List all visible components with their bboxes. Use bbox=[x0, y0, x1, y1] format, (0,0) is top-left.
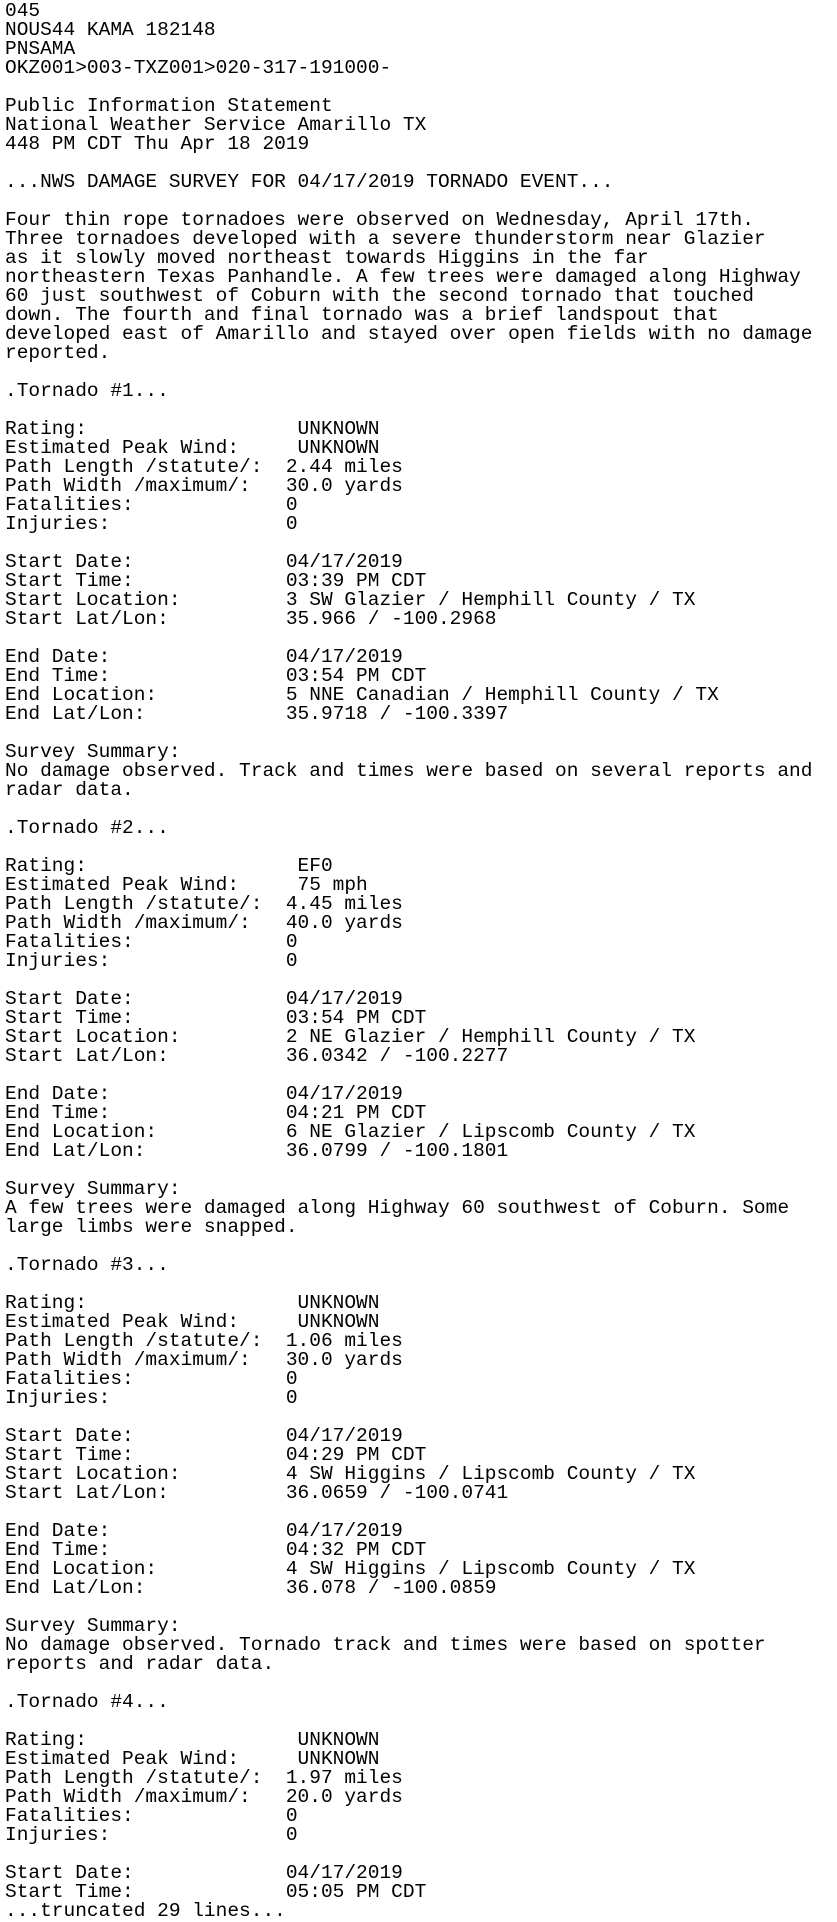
document-line: A few trees were damaged along Highway 60 southwest of Coburn. Some bbox=[5, 1197, 790, 1219]
document-line: End Time: 04:21 PM CDT bbox=[5, 1102, 427, 1124]
document-line: Start Lat/Lon: 35.966 / -100.2968 bbox=[5, 608, 497, 630]
document-line: Injuries: 0 bbox=[5, 513, 298, 535]
document-line: Injuries: 0 bbox=[5, 950, 298, 972]
document-line: 448 PM CDT Thu Apr 18 2019 bbox=[5, 133, 310, 155]
document-line: Survey Summary: bbox=[5, 741, 181, 763]
document-line: Injuries: 0 bbox=[5, 1824, 298, 1846]
document-line: End Date: 04/17/2019 bbox=[5, 646, 403, 668]
document-line: as it slowly moved northeast towards Higgins in the far bbox=[5, 247, 649, 269]
document-line: Start Location: 4 SW Higgins / Lipscomb County / TX bbox=[5, 1463, 696, 1485]
document-line: Start Time: 05:05 PM CDT bbox=[5, 1881, 427, 1903]
document-line: Survey Summary: bbox=[5, 1615, 181, 1637]
document-line: large limbs were snapped. bbox=[5, 1216, 298, 1238]
document-line: Injuries: 0 bbox=[5, 1387, 298, 1409]
document-line: 60 just southwest of Coburn with the second tornado that touched bbox=[5, 285, 754, 307]
document-line: northeastern Texas Panhandle. A few trees were damaged along Highway bbox=[5, 266, 801, 288]
document-line: 045 bbox=[5, 0, 41, 22]
document-line: Path Width /maximum/: 20.0 yards bbox=[5, 1786, 403, 1808]
document-line: ...NWS DAMAGE SURVEY FOR 04/17/2019 TORNADO EVENT... bbox=[5, 171, 614, 193]
document-line: Start Lat/Lon: 36.0342 / -100.2277 bbox=[5, 1045, 509, 1067]
document-line: .Tornado #4... bbox=[5, 1691, 169, 1713]
document-line: End Date: 04/17/2019 bbox=[5, 1083, 403, 1105]
document-line: Rating: UNKNOWN bbox=[5, 1729, 380, 1751]
document-line: Path Length /statute/: 1.97 miles bbox=[5, 1767, 403, 1789]
document-line: Fatalities: 0 bbox=[5, 1368, 298, 1390]
document-line: Start Time: 04:29 PM CDT bbox=[5, 1444, 427, 1466]
document-line: End Date: 04/17/2019 bbox=[5, 1520, 403, 1542]
document-line: Estimated Peak Wind: UNKNOWN bbox=[5, 1311, 380, 1333]
document-line: down. The fourth and final tornado was a brief landspout that bbox=[5, 304, 719, 326]
document-line: Fatalities: 0 bbox=[5, 931, 298, 953]
document-line: Path Width /maximum/: 30.0 yards bbox=[5, 475, 403, 497]
document-line: No damage observed. Tornado track and times were based on spotter bbox=[5, 1634, 766, 1656]
document-line: Path Length /statute/: 1.06 miles bbox=[5, 1330, 403, 1352]
document-line: Path Width /maximum/: 40.0 yards bbox=[5, 912, 403, 934]
document-line: Path Length /statute/: 2.44 miles bbox=[5, 456, 403, 478]
document-line: PNSAMA bbox=[5, 38, 76, 60]
document-line: NOUS44 KAMA 182148 bbox=[5, 19, 216, 41]
document-line: Fatalities: 0 bbox=[5, 1805, 298, 1827]
document-line: ...truncated 29 lines... bbox=[5, 1900, 286, 1922]
document-line: Start Time: 03:54 PM CDT bbox=[5, 1007, 427, 1029]
document-line: Start Location: 3 SW Glazier / Hemphill County / TX bbox=[5, 589, 696, 611]
document-line: Four thin rope tornadoes were observed on Wednesday, April 17th. bbox=[5, 209, 754, 231]
document-line: .Tornado #3... bbox=[5, 1254, 169, 1276]
document-line: Start Date: 04/17/2019 bbox=[5, 551, 403, 573]
document-line: End Location: 4 SW Higgins / Lipscomb County / TX bbox=[5, 1558, 696, 1580]
document-line: Rating: UNKNOWN bbox=[5, 1292, 380, 1314]
document-line: Start Date: 04/17/2019 bbox=[5, 988, 403, 1010]
document-line: End Time: 04:32 PM CDT bbox=[5, 1539, 427, 1561]
document-line: Start Location: 2 NE Glazier / Hemphill County / TX bbox=[5, 1026, 696, 1048]
document-line: End Time: 03:54 PM CDT bbox=[5, 665, 427, 687]
document-line: Estimated Peak Wind: UNKNOWN bbox=[5, 437, 380, 459]
document-line: End Lat/Lon: 35.9718 / -100.3397 bbox=[5, 703, 509, 725]
document-line: .Tornado #1... bbox=[5, 380, 169, 402]
document-line: .Tornado #2... bbox=[5, 817, 169, 839]
document-line: reports and radar data. bbox=[5, 1653, 275, 1675]
document-line: Start Lat/Lon: 36.0659 / -100.0741 bbox=[5, 1482, 509, 1504]
document-line: reported. bbox=[5, 342, 111, 364]
document-line: Estimated Peak Wind: UNKNOWN bbox=[5, 1748, 380, 1770]
document-line: Path Length /statute/: 4.45 miles bbox=[5, 893, 403, 915]
document-line: radar data. bbox=[5, 779, 134, 801]
document-line: National Weather Service Amarillo TX bbox=[5, 114, 427, 136]
document-line: Rating: EF0 bbox=[5, 855, 333, 877]
document-line: End Lat/Lon: 36.0799 / -100.1801 bbox=[5, 1140, 509, 1162]
document-line: Start Date: 04/17/2019 bbox=[5, 1425, 403, 1447]
document-line: Fatalities: 0 bbox=[5, 494, 298, 516]
document-line: Start Date: 04/17/2019 bbox=[5, 1862, 403, 1884]
document-line: End Location: 5 NNE Canadian / Hemphill County / TX bbox=[5, 684, 719, 706]
document-line: Public Information Statement bbox=[5, 95, 333, 117]
document-line: Survey Summary: bbox=[5, 1178, 181, 1200]
document-line: Path Width /maximum/: 30.0 yards bbox=[5, 1349, 403, 1371]
document-line: End Location: 6 NE Glazier / Lipscomb County / TX bbox=[5, 1121, 696, 1143]
document-line: No damage observed. Track and times were based on several reports and bbox=[5, 760, 813, 782]
document-line: Three tornadoes developed with a severe thunderstorm near Glazier bbox=[5, 228, 766, 250]
document-line: OKZ001>003-TXZ001>020-317-191000- bbox=[5, 57, 392, 79]
document-body bbox=[5, 2, 835, 1921]
document-line: End Lat/Lon: 36.078 / -100.0859 bbox=[5, 1577, 497, 1599]
document-line: Rating: UNKNOWN bbox=[5, 418, 380, 440]
document-line: Estimated Peak Wind: 75 mph bbox=[5, 874, 368, 896]
document-line: Start Time: 03:39 PM CDT bbox=[5, 570, 427, 592]
document-line: developed east of Amarillo and stayed over open fields with no damage bbox=[5, 323, 813, 345]
